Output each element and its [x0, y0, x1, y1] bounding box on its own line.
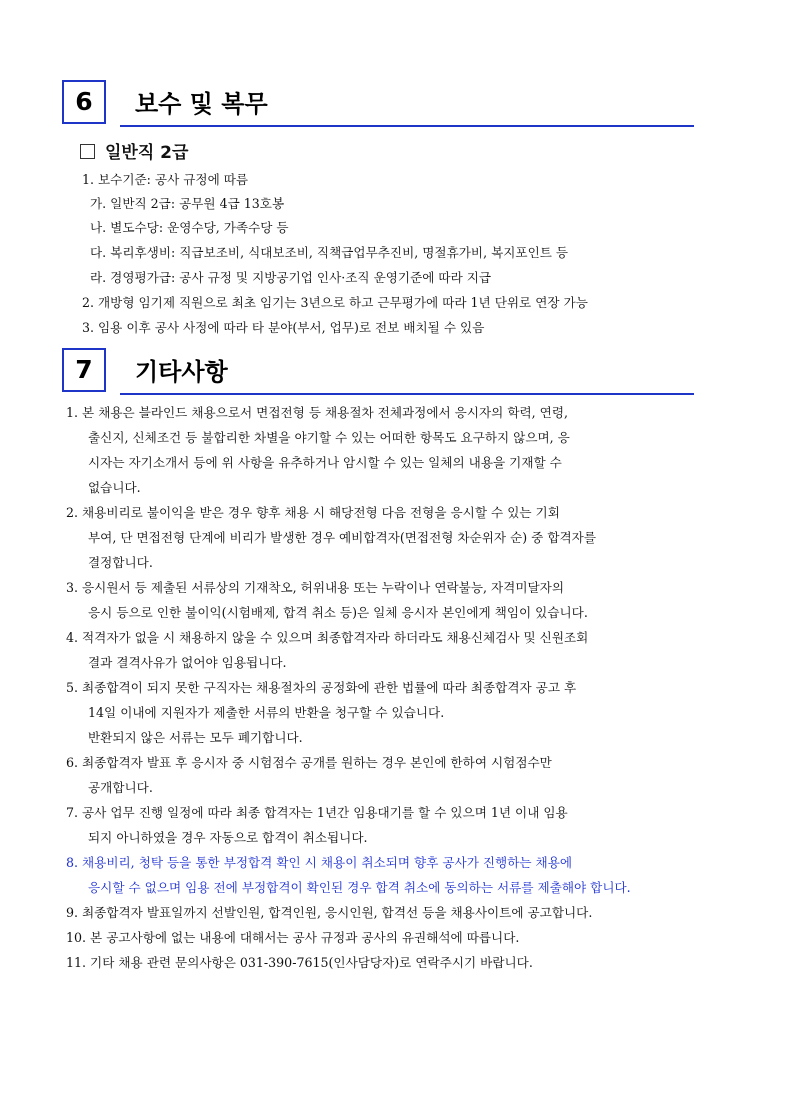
- s7-line-highlight: 8. 채용비리, 청탁 등을 통한 부정합격 확인 시 채용이 취소되며 향후 공사가 진행하는 채용에: [66, 855, 573, 870]
- s7-line: 없습니다.: [88, 480, 141, 495]
- s7-line: 6. 최종합격자 발표 후 응시자 중 시험점수 공개를 원하는 경우 본인에 한하여 시험점수만: [66, 755, 552, 770]
- s7-line: 7. 공사 업무 진행 일정에 따라 최종 합격자는 1년간 임용대기를 할 수 있으며 1년 이내 임용: [66, 805, 568, 820]
- s7-line: 결과 결격사유가 없어야 임용됩니다.: [88, 655, 287, 670]
- s6-line: 2. 개방형 임기제 직원으로 최초 임기는 3년으로 하고 근무평가에 따라 1년 단위로 연장 가능: [82, 295, 588, 310]
- s6-line: 가. 일반직 2급: 공무원 4급 13호봉: [90, 196, 285, 211]
- section-7-number: 7: [62, 348, 106, 392]
- s6-line: 라. 경영평가급: 공사 규정 및 지방공기업 인사·조직 운영기준에 따라 지급: [90, 270, 492, 285]
- s6-line: 1. 보수기준: 공사 규정에 따름: [82, 172, 249, 187]
- s7-line: 공개합니다.: [88, 780, 153, 795]
- s7-line: 시자는 자기소개서 등에 위 사항을 유추하거나 암시할 수 있는 일체의 내용을 기재할 수: [88, 455, 562, 470]
- section-6-number: 6: [62, 80, 106, 124]
- s7-line: 출신지, 신체조건 등 불합리한 차별을 야기할 수 있는 어떠한 항목도 요구하지 않으며, 응: [88, 430, 570, 445]
- s7-line: 11. 기타 채용 관련 문의사항은 031-390-7615(인사담당자)로 연락주시기 바랍니다.: [66, 955, 533, 970]
- s6-line: 3. 임용 이후 공사 사정에 따라 타 분야(부서, 업무)로 전보 배치될 수 있음: [82, 320, 485, 335]
- section-7-title: 기타사항: [135, 358, 228, 386]
- s7-line: 10. 본 공고사항에 없는 내용에 대해서는 공사 규정과 공사의 유권해석에 따릅니다.: [66, 930, 520, 945]
- section-6-rule: [120, 125, 694, 127]
- s7-line: 반환되지 않은 서류는 모두 폐기합니다.: [88, 730, 303, 745]
- s7-line: 4. 적격자가 없을 시 채용하지 않을 수 있으며 최종합격자라 하더라도 채용신체검사 및 신원조회: [66, 630, 589, 645]
- checkbox-square-icon: [80, 144, 95, 159]
- s7-line: 9. 최종합격자 발표일까지 선발인원, 합격인원, 응시인원, 합격선 등을 채용사이트에 공고합니다.: [66, 905, 593, 920]
- s7-line: 3. 응시원서 등 제출된 서류상의 기재착오, 허위내용 또는 누락이나 연락불능, 자격미달자의: [66, 580, 565, 595]
- s7-line: 2. 채용비리로 불이익을 받은 경우 향후 채용 시 해당전형 다음 전형을 응시할 수 있는 기회: [66, 505, 560, 520]
- subheading-general-grade2: [80, 138, 188, 163]
- section-6-title: 보수 및 복무: [135, 90, 268, 118]
- s7-line: 응시 등으로 인한 불이익(시험배제, 합격 취소 등)은 일체 응시자 본인에게 책임이 있습니다.: [88, 605, 588, 620]
- s6-line: 다. 복리후생비: 직급보조비, 식대보조비, 직책급업무추진비, 명절휴가비, 복지포인트 등: [90, 245, 569, 260]
- s7-line: 5. 최종합격이 되지 못한 구직자는 채용절차의 공정화에 관한 법률에 따라 최종합격자 공고 후: [66, 680, 577, 695]
- s7-line: 14일 이내에 지원자가 제출한 서류의 반환을 청구할 수 있습니다.: [88, 705, 445, 720]
- subheading-text: 일반직 2급: [105, 143, 189, 163]
- s7-line-highlight: 응시할 수 없으며 임용 전에 부정합격이 확인된 경우 합격 취소에 동의하는 서류를 제출해야 합니다.: [88, 880, 631, 895]
- s7-line: 1. 본 채용은 블라인드 채용으로서 면접전형 등 채용절차 전체과정에서 응시자의 학력, 연령,: [66, 405, 569, 420]
- s6-line: 나. 별도수당: 운영수당, 가족수당 등: [90, 220, 289, 235]
- s7-line: 되지 아니하였을 경우 자동으로 합격이 취소됩니다.: [88, 830, 368, 845]
- s7-line: 부여, 단 면접전형 단계에 비리가 발생한 경우 예비합격자(면접전형 차순위자 순) 중 합격자를: [88, 530, 596, 545]
- section-7-rule: [120, 393, 694, 395]
- s7-line: 결정합니다.: [88, 555, 153, 570]
